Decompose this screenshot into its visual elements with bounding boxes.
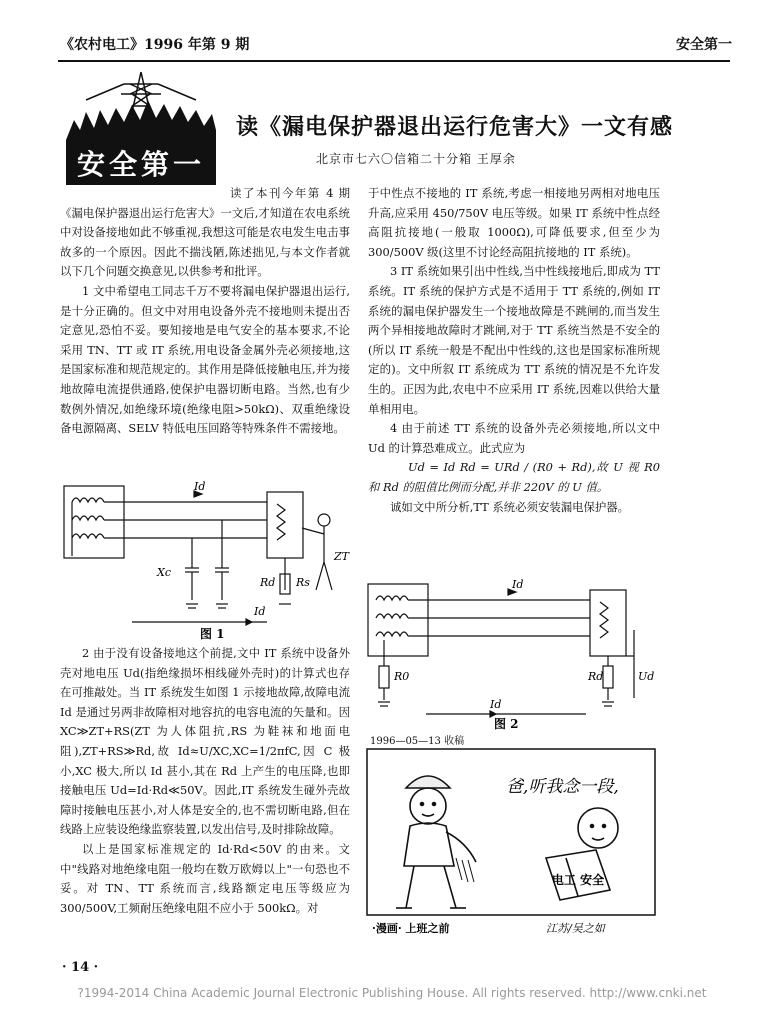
safety-banner bbox=[66, 70, 216, 185]
fig2-r0: R0 bbox=[394, 670, 410, 683]
cartoon-author: 江苏/吴之如 bbox=[546, 922, 605, 935]
fig2-rd: Rd bbox=[588, 670, 604, 683]
paragraph-conclusion: 诚如文中所分析,TT 系统必须安装漏电保护器。 bbox=[390, 499, 630, 514]
banner-text: 安全第一 bbox=[76, 148, 206, 181]
figure-2 bbox=[366, 570, 660, 730]
formula-ud: Ud = Id Rd = URd / (R0 + Rd),故 U 视 R0 和 Rd 的阻值比例而分配,并非 220V 的 U 值。 bbox=[368, 460, 660, 494]
fig2-id-bottom: Id bbox=[490, 698, 502, 711]
header-rule bbox=[58, 60, 730, 62]
article-byline: 北京市七六〇信箱二十分箱 王厚余 bbox=[316, 152, 516, 166]
cartoon-panel bbox=[366, 748, 656, 944]
received-date: 1996—05—13 收稿 bbox=[370, 736, 465, 747]
left-column bbox=[60, 184, 350, 439]
fig1-zt: ZT bbox=[334, 550, 349, 563]
journal-header: 《农村电工》1996 年第 9 期 bbox=[60, 37, 250, 53]
article-title: 读《漏电保护器退出运行危害大》一文有感 bbox=[236, 115, 674, 140]
page-number: · 14 · bbox=[62, 960, 99, 975]
fig1-xc: Xc bbox=[157, 566, 171, 579]
fig2-ud: Ud bbox=[638, 670, 655, 683]
paragraph-point-3: 3 IT 系统如果引出中性线,当中性线接地后,即成为 TT 系统。IT 系统的保护方式是不适用于 TT 系统的,例如 IT 系统的漏电保护器发生一个接地故障是不跳闸的,而当发生两个异相接地故障时才跳闸,对于 TT 系统当然是不安全的(所以 IT 系统一般是不配出中性线的,这也是国家标准所规定的)。文中所叙 IT 系统成为 TT 系统的情况是不允许发生的。正因为此,农电中不应采用 IT 系统,因难以供给大量单相用电。 bbox=[368, 264, 660, 416]
left-column-cont bbox=[60, 644, 350, 918]
right-column bbox=[368, 184, 660, 517]
fig1-rs: Rs bbox=[296, 576, 310, 589]
paragraph-standard: 以上是国家标准规定的 Id·Rd<50V 的由来。文中"线路对地绝缘电阻一般均在数万欧姆以上"一句恐也不妥。对 TN、TT 系统而言,线路额定电压等级应为 300/500V,工频耐压绝缘电阻不应小于 500kΩ。对 bbox=[60, 841, 350, 915]
book-label: 电工 安全 bbox=[551, 873, 605, 887]
figure-1 bbox=[62, 472, 352, 642]
cartoon-title: ·漫画· 上班之前 bbox=[372, 922, 450, 935]
section-header: 安全第一 bbox=[676, 37, 732, 53]
cartoon-speech: 爸,听我念一段, bbox=[506, 777, 619, 797]
worker-figure bbox=[396, 776, 476, 908]
fig1-id-top: Id bbox=[194, 480, 206, 493]
paragraph-point-2: 2 由于没有设备接地这个前提,文中 IT 系统中设备外壳对地电压 Ud(指绝缘损坏相线碰外壳时)的计算式也存在可推敲处。当 IT 系统发生如图 1 示接地故障,故障电流 Id 是通过另两非故障相对地容抗的电容电流的矢量和。因 XC≫ZT+RS(ZT 为人体阻抗,RS 为鞋袜和地面电阻),ZT+RS≫Rd,故 Id≈U/XC,XC=1/2πfC,因 C 极小,XC 极大,所以 Id 甚小,其在 Rd 上产生的电压降,也即接触电压 Ud=Id·Rd≪50V。因此,IT 系统发生碰外壳故障时接触电压甚小,对人体是安全的,也不需切断电路,但在线路上应装设绝缘监察装置,以发出信号,及时排除故障。 bbox=[60, 646, 350, 837]
fig1-caption: 图 1 bbox=[200, 627, 225, 641]
copyright-footer: ?1994-2014 China Academic Journal Electronic Publishing House. All rights reserved. http://www.cnki.net bbox=[77, 986, 707, 1000]
paragraph-continued: 于中性点不接地的 IT 系统,考虑一相接地另两相对地电压升高,应采用 450/750V 电压等级。如果 IT 系统中性点经高阻抗接地(一般取 1000Ω),可降低要求,但至少为 300/500V 级(这里不讨论经高阻抗接地的 IT 系统)。 bbox=[368, 186, 660, 259]
fig1-rd: Rd bbox=[260, 576, 276, 589]
paragraph-intro: 读了本刊今年第 4 期《漏电保护器退出运行危害大》一文后,才知道在农电系统中对设备接地如此不够重视,我想这可能是农电发生电击事故多的一个原因。因此不揣浅陋,陈述拙见,与本文作者就以下几个问题交换意见,以供参考和批评。 bbox=[60, 186, 350, 279]
fig2-id-top: Id bbox=[512, 578, 524, 591]
paragraph-point-1: 1 文中希望电工同志千万不要将漏电保护器退出运行,是十分正确的。但文中对用电设备外壳不接地则未提出否定意见,恐怕不妥。要知接地是电气安全的基本要求,不论采用 TN、TT 或 IT 系统,用电设备金属外壳必须接地,这是国家标准和规范规定的。其作用是降低接触电压,并为接地故障电流提供通路,使保护电器切断电路。当然,也有少数例外情况,如绝缘环境(绝缘电阻>50kΩ)、双重绝缘设备电源隔离、SELV 特低电压回路等特殊条件不需接地。 bbox=[60, 283, 350, 436]
paragraph-point-4: 4 由于前述 TT 系统的设备外壳必须接地,所以文中 Ud 的计算恐难成立。此式应为 bbox=[368, 421, 660, 455]
fig2-caption: 图 2 bbox=[494, 717, 519, 730]
fig1-id-bottom: Id bbox=[254, 605, 266, 618]
